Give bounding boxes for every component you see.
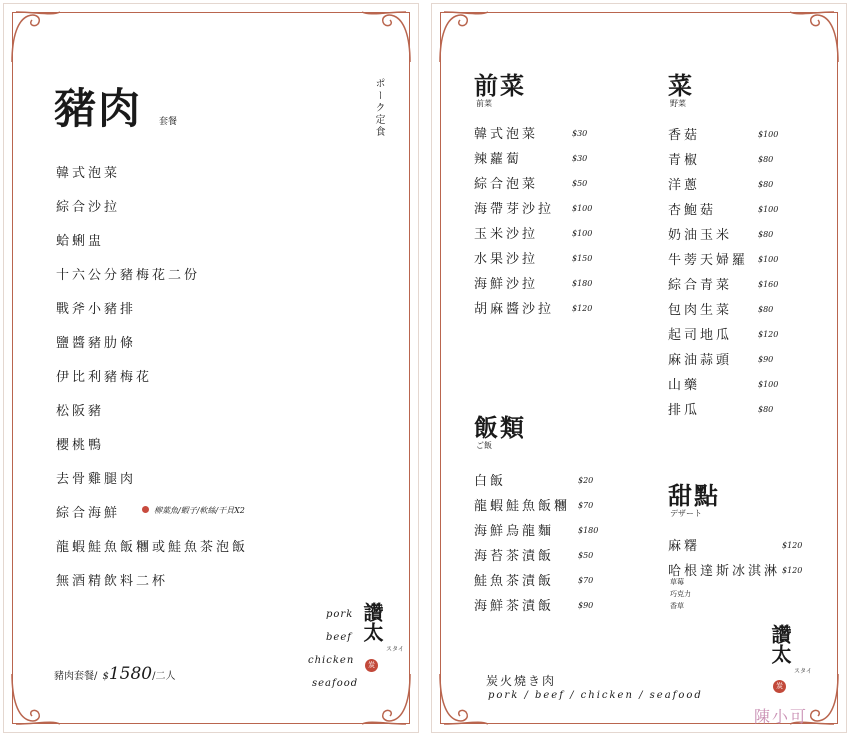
menu-item: 無酒精飲料二杯 [56, 574, 169, 589]
menu-item: 韓式泡菜 [474, 127, 539, 142]
menu-item: 海鮮沙拉 [474, 277, 539, 292]
menu-price: $70 [578, 501, 594, 510]
menu-item: 蛤蜊盅 [56, 234, 105, 249]
corner-ornament [356, 6, 416, 66]
menu-price: $180 [578, 526, 599, 535]
page-subtitle: 套餐 [159, 117, 178, 127]
menu-price: $100 [758, 130, 779, 139]
logo-kana: スタイ [794, 668, 812, 675]
menu-item: 海苔茶漬飯 [474, 549, 555, 564]
menu-item: 松阪豬 [56, 404, 105, 419]
menu-item: 去骨雞腿肉 [56, 472, 137, 487]
charcoal-seal-icon: 炭 [773, 680, 786, 693]
section-title-rice: 飯類 [474, 413, 526, 442]
menu-item: 海鮮茶漬飯 [474, 599, 555, 614]
menu-price: $120 [782, 566, 803, 575]
flavor-option: 巧克力 [670, 590, 691, 598]
menu-price: $90 [578, 601, 594, 610]
corner-ornament [356, 670, 416, 730]
menu-item: 綜合沙拉 [56, 200, 121, 215]
menu-price: $80 [758, 305, 774, 314]
seafood-note: 柳葉魚/蝦子/軟絲/干貝X2 [154, 506, 245, 515]
section-title-vegetable: 菜 [668, 71, 694, 100]
menu-item: 水果沙拉 [474, 252, 539, 267]
section-title-dessert: 甜點 [668, 481, 720, 510]
flavor-option: 香草 [670, 602, 684, 610]
menu-item: 鹽醬豬肋條 [56, 336, 137, 351]
menu-item: 綜合泡菜 [474, 177, 539, 192]
menu-item: 綜合青菜 [668, 278, 733, 293]
price-currency: $ [102, 671, 109, 682]
menu-item: 龍蝦鮭魚飯糰 [474, 499, 571, 514]
menu-price: $150 [572, 254, 593, 263]
menu-price: $50 [578, 551, 594, 560]
menu-page-pork-set [4, 4, 418, 732]
menu-price: $30 [572, 154, 588, 163]
menu-item: 鮭魚茶漬飯 [474, 574, 555, 589]
menu-item: 龍蝦鮭魚飯糰或鮭魚茶泡飯 [56, 540, 249, 555]
menu-price: $160 [758, 280, 779, 289]
menu-price: $80 [758, 155, 774, 164]
en-word: seafood [312, 678, 359, 689]
bullet-dot-icon [142, 506, 149, 513]
menu-item: 山藥 [668, 378, 701, 393]
en-word: chicken [308, 655, 355, 666]
menu-price: $180 [572, 279, 593, 288]
price-unit: /二人 [152, 671, 176, 682]
restaurant-logo: 讚太 [360, 602, 384, 642]
menu-price: $80 [758, 405, 774, 414]
menu-item: 起司地瓜 [668, 328, 733, 343]
menu-price: $100 [758, 380, 779, 389]
menu-price: $80 [758, 180, 774, 189]
menu-item: 香菇 [668, 128, 701, 143]
menu-item: 排瓜 [668, 403, 701, 418]
en-word: pork [326, 609, 354, 620]
corner-ornament [6, 6, 66, 66]
charcoal-seal-icon: 炭 [365, 659, 378, 672]
menu-price: $100 [758, 255, 779, 264]
corner-ornament [434, 670, 494, 730]
menu-item: 麻油蒜頭 [668, 353, 733, 368]
section-title-appetizer: 前菜 [474, 71, 526, 100]
menu-item: 包肉生菜 [668, 303, 733, 318]
section-subtitle: 野菜 [670, 99, 686, 108]
page-border [440, 12, 838, 724]
restaurant-logo: 讚太 [768, 624, 792, 664]
price-label: 豬肉套餐/ [54, 671, 98, 682]
menu-item: 海帶芽沙拉 [474, 202, 555, 217]
menu-price: $80 [758, 230, 774, 239]
menu-item: 綜合海鮮 [56, 506, 121, 521]
menu-item: 杏鮑菇 [668, 203, 717, 218]
price-value: 1580 [108, 664, 153, 684]
menu-price: $100 [572, 204, 593, 213]
menu-price: $30 [572, 129, 588, 138]
menu-item: 海鮮烏龍麵 [474, 524, 555, 539]
menu-price: $70 [578, 576, 594, 585]
menu-item: 麻糬 [668, 539, 701, 554]
menu-price: $120 [758, 330, 779, 339]
menu-price: $90 [758, 355, 774, 364]
menu-item: 櫻桃鴨 [56, 438, 105, 453]
logo-kana: スタイ [386, 646, 404, 653]
menu-item: 韓式泡菜 [56, 166, 121, 181]
corner-ornament [784, 6, 844, 66]
menu-item: 胡麻醬沙拉 [474, 302, 555, 317]
menu-item: 洋蔥 [668, 178, 701, 193]
menu-item: 玉米沙拉 [474, 227, 539, 242]
grill-title: 炭火燒き肉 [486, 674, 557, 688]
menu-price: $20 [578, 476, 594, 485]
menu-item: 十六公分豬梅花二份 [56, 268, 201, 283]
menu-item: 哈根達斯冰淇淋 [668, 564, 781, 579]
menu-item: 青椒 [668, 153, 701, 168]
menu-price: $120 [572, 304, 593, 313]
menu-price: $100 [758, 205, 779, 214]
menu-price: $120 [782, 541, 803, 550]
corner-ornament [434, 6, 494, 66]
menu-item: 辣蘿蔔 [474, 152, 523, 167]
watermark: 陳小可 [754, 707, 809, 726]
vertical-jp-title: ポーク定食 [373, 78, 384, 138]
menu-price: $50 [572, 179, 588, 188]
section-subtitle: ご飯 [476, 441, 492, 450]
menu-item: 牛蒡天婦羅 [668, 253, 749, 268]
menu-item: 伊比利豬梅花 [56, 370, 153, 385]
menu-price: $100 [572, 229, 593, 238]
en-word: beef [326, 632, 352, 643]
page-title: 豬肉 [54, 84, 143, 133]
menu-page-a-la-carte [432, 4, 846, 732]
menu-item: 白飯 [474, 474, 507, 489]
menu-item: 奶油玉米 [668, 228, 733, 243]
section-subtitle: デザート [670, 509, 702, 518]
flavor-option: 草莓 [670, 578, 684, 586]
menu-item: 戰斧小豬排 [56, 302, 137, 317]
section-subtitle: 前菜 [476, 99, 492, 108]
set-price [54, 664, 175, 684]
grill-meats: pork / beef / chicken / seafood [488, 690, 703, 701]
